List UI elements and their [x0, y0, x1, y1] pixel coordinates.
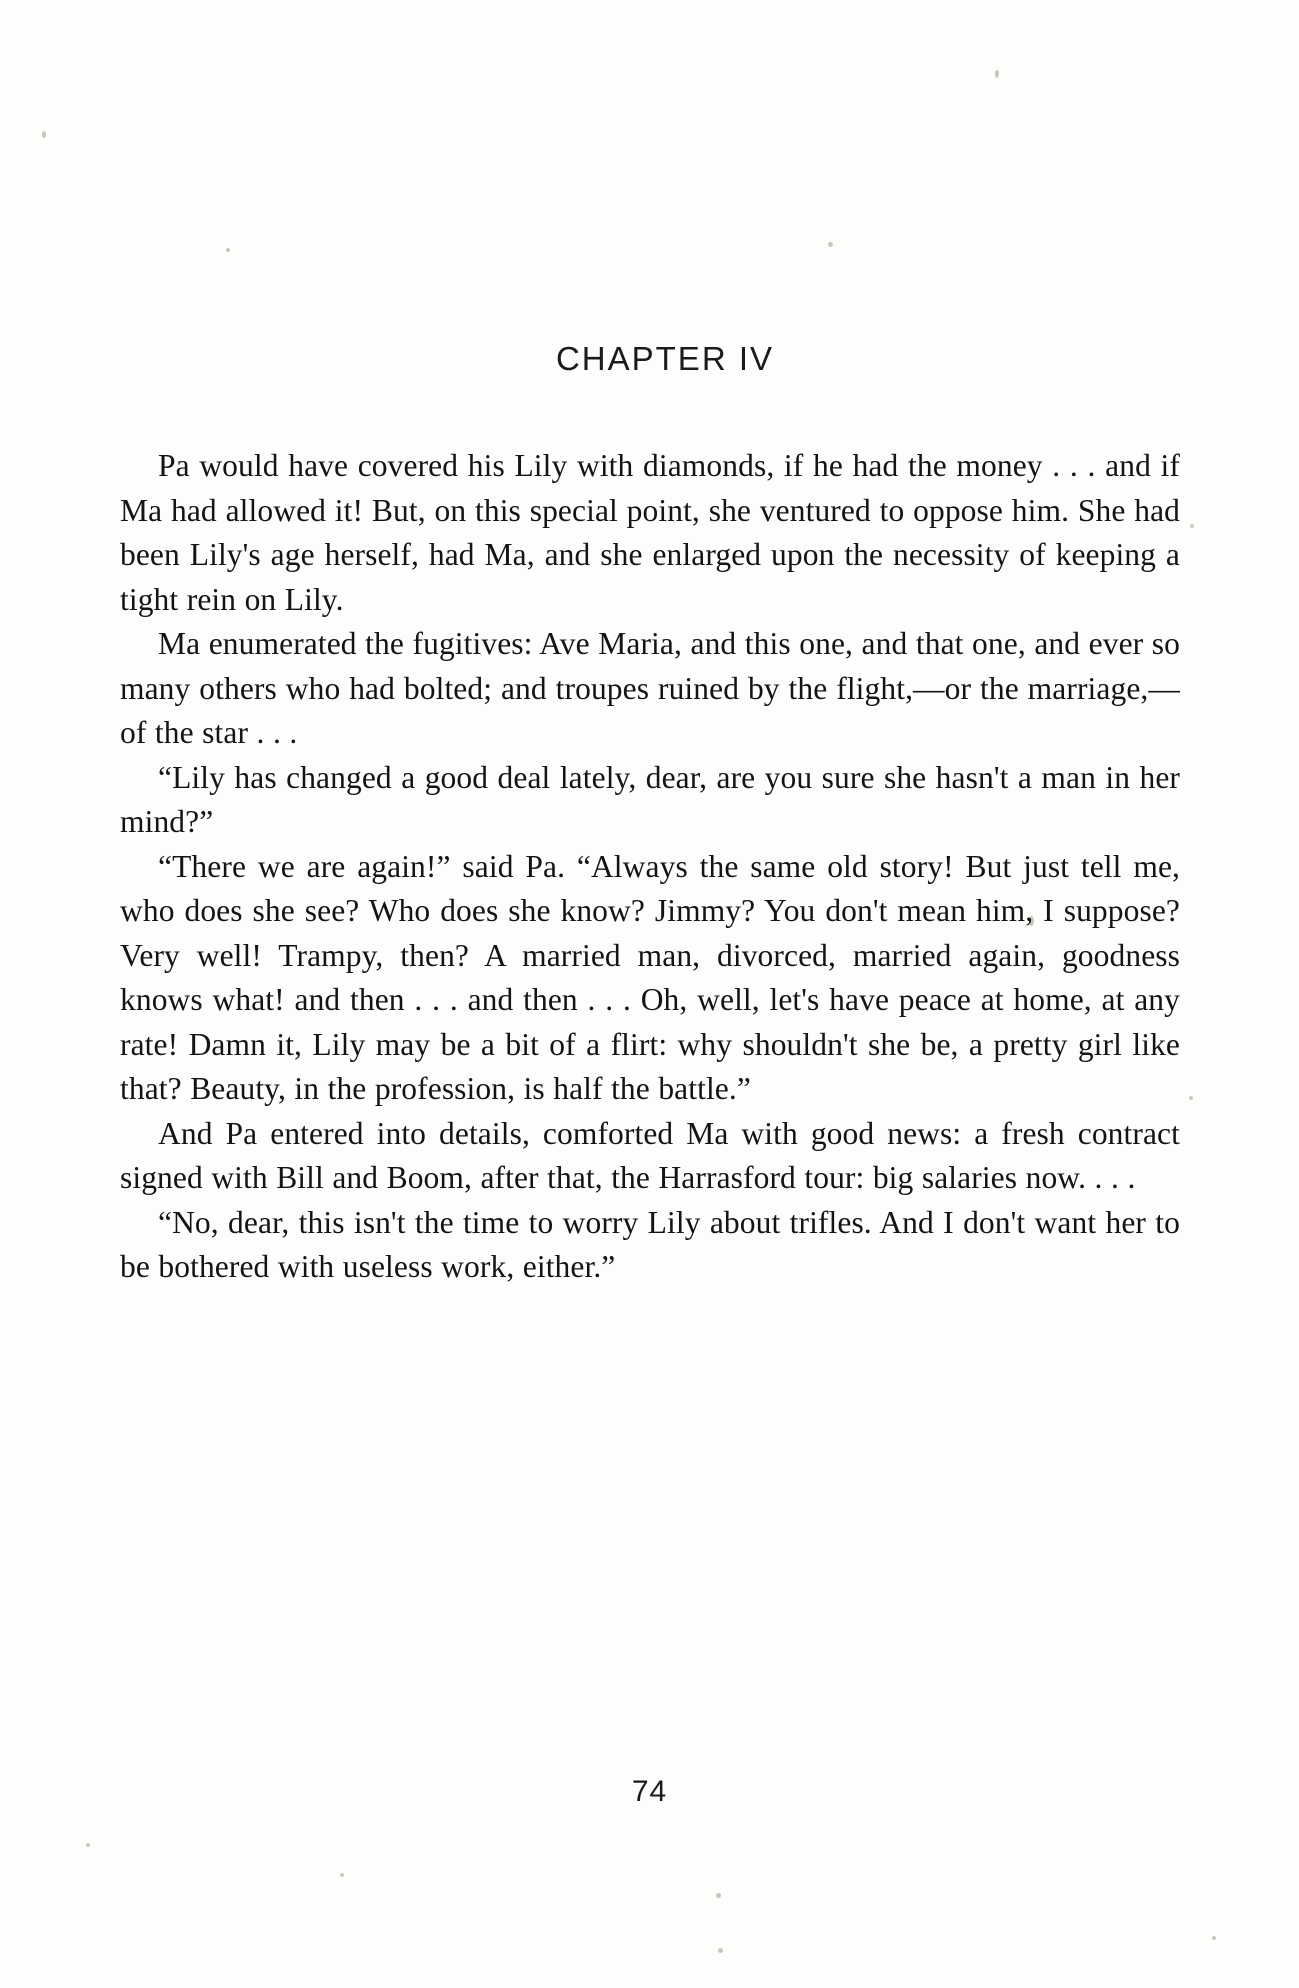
- scan-speck: [340, 1873, 344, 1877]
- body-paragraph: Ma enumerated the fugitives: Ave Maria, and this one, and that one, and ever so many others who had bolted; and troupes ruined by the flight,—or the marriage,—of the star . . .: [120, 626, 1180, 750]
- scan-speck: [718, 1948, 723, 1953]
- body-paragraph: “No, dear, this isn't the time to worry Lily about trifles. And I don't want her to be bothered with useless work, either.”: [120, 1204, 1180, 1284]
- scan-speck: [226, 248, 230, 252]
- scan-speck: [1212, 1936, 1216, 1940]
- scan-speck: [1189, 1096, 1193, 1100]
- body-paragraph: “There we are again!” said Pa. “Always the same old story! But just tell me, who does she see? Who does she know? Jimmy? You don't mean him, I suppose? Very well! Trampy, then? A married man, divorced, married again, goodness knows what! and then . . . and then . . . Oh, well, let's have peace at home, at any rate! Damn it, Lily may be a bit of a flirt: why shouldn't she be, a pretty girl like that? Beauty, in the profession, is half the battle.”: [120, 848, 1180, 1106]
- chapter-heading: CHAPTER IV: [555, 340, 775, 377]
- scan-speck: [42, 131, 46, 138]
- page-content: [120, 340, 1180, 1290]
- scan-speck: [995, 70, 999, 78]
- body-paragraph: “Lily has changed a good deal lately, dear, are you sure she hasn't a man in her mind?”: [120, 759, 1180, 839]
- body-paragraph: Pa would have covered his Lily with diamonds, if he had the money . . . and if Ma had allowed it! But, on this special point, she ventured to oppose him. She had been Lily's age herself, had Ma, and she enlarged upon the necessity of keeping a tight rein on Lily.: [120, 448, 1180, 617]
- page-number: 74: [631, 1775, 668, 1808]
- scan-speck: [716, 1893, 721, 1898]
- body-paragraph: And Pa entered into details, comforted Ma with good news: a fresh contract signed with Bill and Boom, after that, the Harrasford tour: big salaries now. . . .: [120, 1115, 1180, 1195]
- scan-speck: [828, 242, 833, 247]
- scan-speck: [1190, 524, 1194, 528]
- scan-speck: [86, 1843, 90, 1847]
